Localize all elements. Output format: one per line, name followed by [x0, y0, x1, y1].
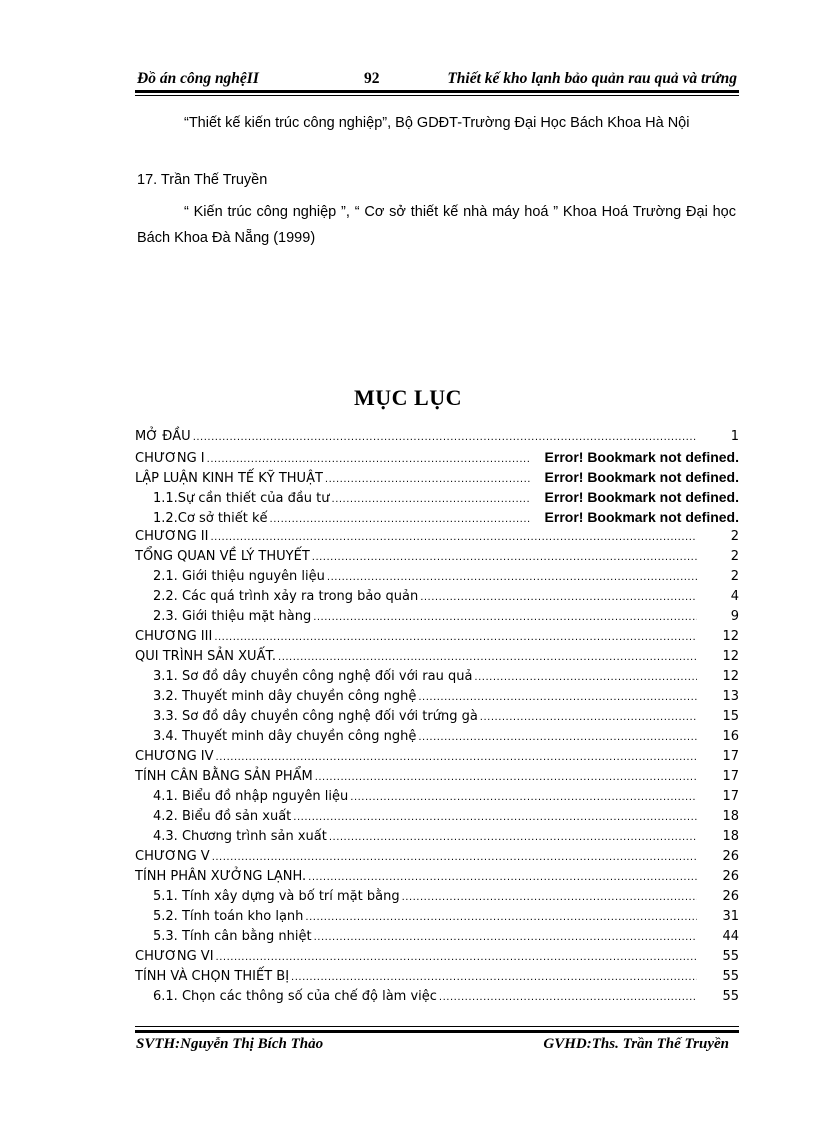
toc-entry-label: 5.1. Tính xây dựng và bố trí mặt bằng [153, 889, 400, 904]
toc-leader-dots [480, 708, 697, 728]
toc-entry-page: 9 [730, 609, 739, 624]
toc-leader-dots [291, 968, 697, 988]
header-rule-thin [135, 95, 739, 96]
toc-entry-label: 5.2. Tính toán kho lạnh [153, 909, 304, 924]
toc-entry-page: 15 [722, 709, 739, 724]
toc-entry-label: CHƯƠNG I [135, 451, 205, 466]
toc-entry-page: 4 [730, 589, 739, 604]
toc-entry[interactable] [135, 427, 739, 447]
toc-entry-label: 3.2. Thuyết minh dây chuyền công nghệ [153, 689, 417, 704]
toc-entry-error: Error! Bookmark not defined. [544, 449, 739, 465]
toc-entry-label: CHƯƠNG III [135, 629, 213, 644]
toc-entry[interactable] [135, 467, 739, 487]
reference-16-text: “Thiết kế kiến trúc công nghiệp”, Bộ GDĐT-Trường Đại Học Bách Khoa Hà Nội [184, 115, 690, 131]
toc-entry[interactable] [135, 567, 739, 587]
toc-entry-label: 4.3. Chương trình sản xuất [153, 829, 327, 844]
toc-entry-page: 44 [722, 929, 739, 944]
toc-entry-label: CHƯƠNG V [135, 849, 210, 864]
toc-entry-page: 55 [722, 989, 739, 1004]
toc-leader-dots [308, 868, 697, 888]
toc-leader-dots [293, 808, 697, 828]
toc-leader-dots [418, 688, 697, 708]
toc-title: MỤC LỤC [354, 385, 462, 410]
toc-entry[interactable] [135, 627, 739, 647]
toc-entry[interactable] [135, 827, 739, 847]
toc-leader-dots [305, 908, 697, 928]
toc-leader-dots [402, 888, 697, 908]
toc-leader-dots [420, 588, 697, 608]
toc-entry-label: 2.1. Giới thiệu nguyên liệu [153, 569, 325, 584]
toc-leader-dots [315, 768, 697, 788]
footer-rule-thin [135, 1026, 739, 1027]
header-rule-thick [135, 90, 739, 93]
toc-entry-page: 55 [722, 969, 739, 984]
toc-leader-dots [193, 428, 697, 448]
header-course-title: Đồ án công nghệII [137, 70, 259, 87]
toc-entry[interactable] [135, 847, 739, 867]
toc-leader-dots [216, 748, 697, 768]
toc-entry-page: 18 [722, 829, 739, 844]
footer-rule-thick [135, 1030, 739, 1033]
toc-leader-dots [312, 548, 697, 568]
toc-entry-error: Error! Bookmark not defined. [544, 509, 739, 525]
toc-leader-dots [210, 528, 697, 548]
toc-leader-dots [216, 948, 697, 968]
toc-entry-label: CHƯƠNG II [135, 529, 209, 544]
toc-entry-page: 55 [722, 949, 739, 964]
toc-leader-dots [474, 668, 697, 688]
toc-entry-page: 1 [730, 429, 739, 444]
toc-leader-dots [314, 928, 697, 948]
toc-leader-dots [214, 628, 697, 648]
toc-leader-dots [212, 848, 697, 868]
toc-entry-page: 18 [722, 809, 739, 824]
toc-entry-label: 3.3. Sơ đồ dây chuyền công nghệ đối với trứng gà [153, 709, 478, 724]
reference-17-author: 17. Trần Thế Truyền [137, 172, 268, 188]
toc-entry-label: CHƯƠNG IV [135, 749, 214, 764]
toc-entry[interactable] [135, 787, 739, 807]
toc-entry-page: 13 [722, 689, 739, 704]
toc-entry-page: 2 [730, 549, 739, 564]
toc-entry-error: Error! Bookmark not defined. [544, 489, 739, 505]
toc-leader-dots [278, 648, 697, 668]
toc-entry[interactable] [135, 667, 739, 687]
header-document-title: Thiết kế kho lạnh bảo quản rau quả và trứng [447, 70, 737, 87]
toc-entry[interactable] [135, 747, 739, 767]
toc-entry[interactable] [135, 447, 739, 467]
toc-entry-label: CHƯƠNG VI [135, 949, 214, 964]
toc-leader-dots [313, 608, 697, 628]
toc-entry-label: 1.2.Cơ sở thiết kế [153, 511, 268, 526]
toc-entry-label: TÍNH CÂN BẰNG SẢN PHẨM [135, 769, 313, 784]
toc-entry-label: 1.1.Sự cần thiết của đầu tư [153, 491, 330, 506]
toc-entry-page: 17 [722, 749, 739, 764]
toc-entry-label: QUI TRÌNH SẢN XUẤT. [135, 649, 277, 664]
toc-entry[interactable] [135, 647, 739, 667]
toc-entry[interactable] [135, 887, 739, 907]
toc-entry[interactable] [135, 607, 739, 627]
toc-entry[interactable] [135, 967, 739, 987]
toc-entry[interactable] [135, 547, 739, 567]
toc-entry[interactable] [135, 587, 739, 607]
toc-entry-label: TÍNH VÀ CHỌN THIẾT BỊ [135, 969, 290, 984]
toc-entry-page: 2 [730, 569, 739, 584]
toc-entry-label: 3.4. Thuyết minh dây chuyền công nghệ [153, 729, 417, 744]
toc-entry-label: TÍNH PHÂN XƯỞNG LẠNH. [135, 869, 307, 884]
toc-entry-page: 17 [722, 769, 739, 784]
header-page-number: 92 [364, 70, 380, 87]
toc-entry-page: 12 [722, 669, 739, 684]
toc-leader-dots [418, 728, 697, 748]
toc-entry[interactable] [135, 987, 739, 1007]
toc-entry-label: 4.1. Biểu đồ nhập nguyên liệu [153, 789, 349, 804]
toc-entry-label: TỔNG QUAN VỀ LÝ THUYẾT [135, 549, 310, 564]
toc-entry[interactable] [135, 707, 739, 727]
toc-entry-page: 17 [722, 789, 739, 804]
toc-entry[interactable] [135, 527, 739, 547]
toc-entry-error: Error! Bookmark not defined. [544, 469, 739, 485]
reference-17-text: “ Kiến trúc công nghiệp ”, “ Cơ sở thiết kế nhà máy hoá ” Khoa Hoá Trường Đại học Bách Khoa Đà Nẵng (1999) [137, 204, 736, 246]
toc-entry-label: 4.2. Biểu đồ sản xuất [153, 809, 292, 824]
toc-leader-dots [439, 988, 697, 1008]
toc-entry-label: 5.3. Tính cân bằng nhiệt [153, 929, 312, 944]
toc-entry[interactable] [135, 767, 739, 787]
toc-leader-dots [327, 568, 697, 588]
toc-entry-page: 31 [722, 909, 739, 924]
toc-entry-page: 26 [722, 849, 739, 864]
page-header [135, 68, 739, 92]
toc-entry-label: 2.2. Các quá trình xảy ra trong bảo quản [153, 589, 419, 604]
toc-entry-page: 12 [722, 629, 739, 644]
toc-entry-label: 2.3. Giới thiệu mặt hàng [153, 609, 312, 624]
table-of-contents [135, 427, 739, 1007]
toc-leader-dots [350, 788, 697, 808]
toc-entry-label: 3.1. Sơ đồ dây chuyền công nghệ đối với rau quả [153, 669, 473, 684]
toc-entry-label: MỞ ĐẦU [135, 429, 191, 444]
toc-entry-page: 16 [722, 729, 739, 744]
toc-entry[interactable] [135, 927, 739, 947]
toc-entry-page: 12 [722, 649, 739, 664]
toc-entry-label: 6.1. Chọn các thông số của chế độ làm việc [153, 989, 437, 1004]
toc-entry[interactable] [135, 807, 739, 827]
toc-entry[interactable] [135, 907, 739, 927]
toc-leader-dots [329, 828, 697, 848]
footer-student: SVTH:Nguyễn Thị Bích Thảo [136, 1036, 324, 1052]
toc-entry[interactable] [135, 947, 739, 967]
footer-supervisor: GVHD:Ths. Trần Thế Truyền [543, 1036, 729, 1052]
toc-entry-page: 26 [722, 889, 739, 904]
toc-entry[interactable] [135, 687, 739, 707]
toc-entry-page: 2 [730, 529, 739, 544]
toc-entry[interactable] [135, 487, 739, 507]
toc-entry-label: LẬP LUẬN KINH TẾ KỸ THUẬT [135, 471, 323, 486]
toc-entry[interactable] [135, 727, 739, 747]
toc-entry[interactable] [135, 507, 739, 527]
toc-entry[interactable] [135, 867, 739, 887]
toc-entry-page: 26 [722, 869, 739, 884]
